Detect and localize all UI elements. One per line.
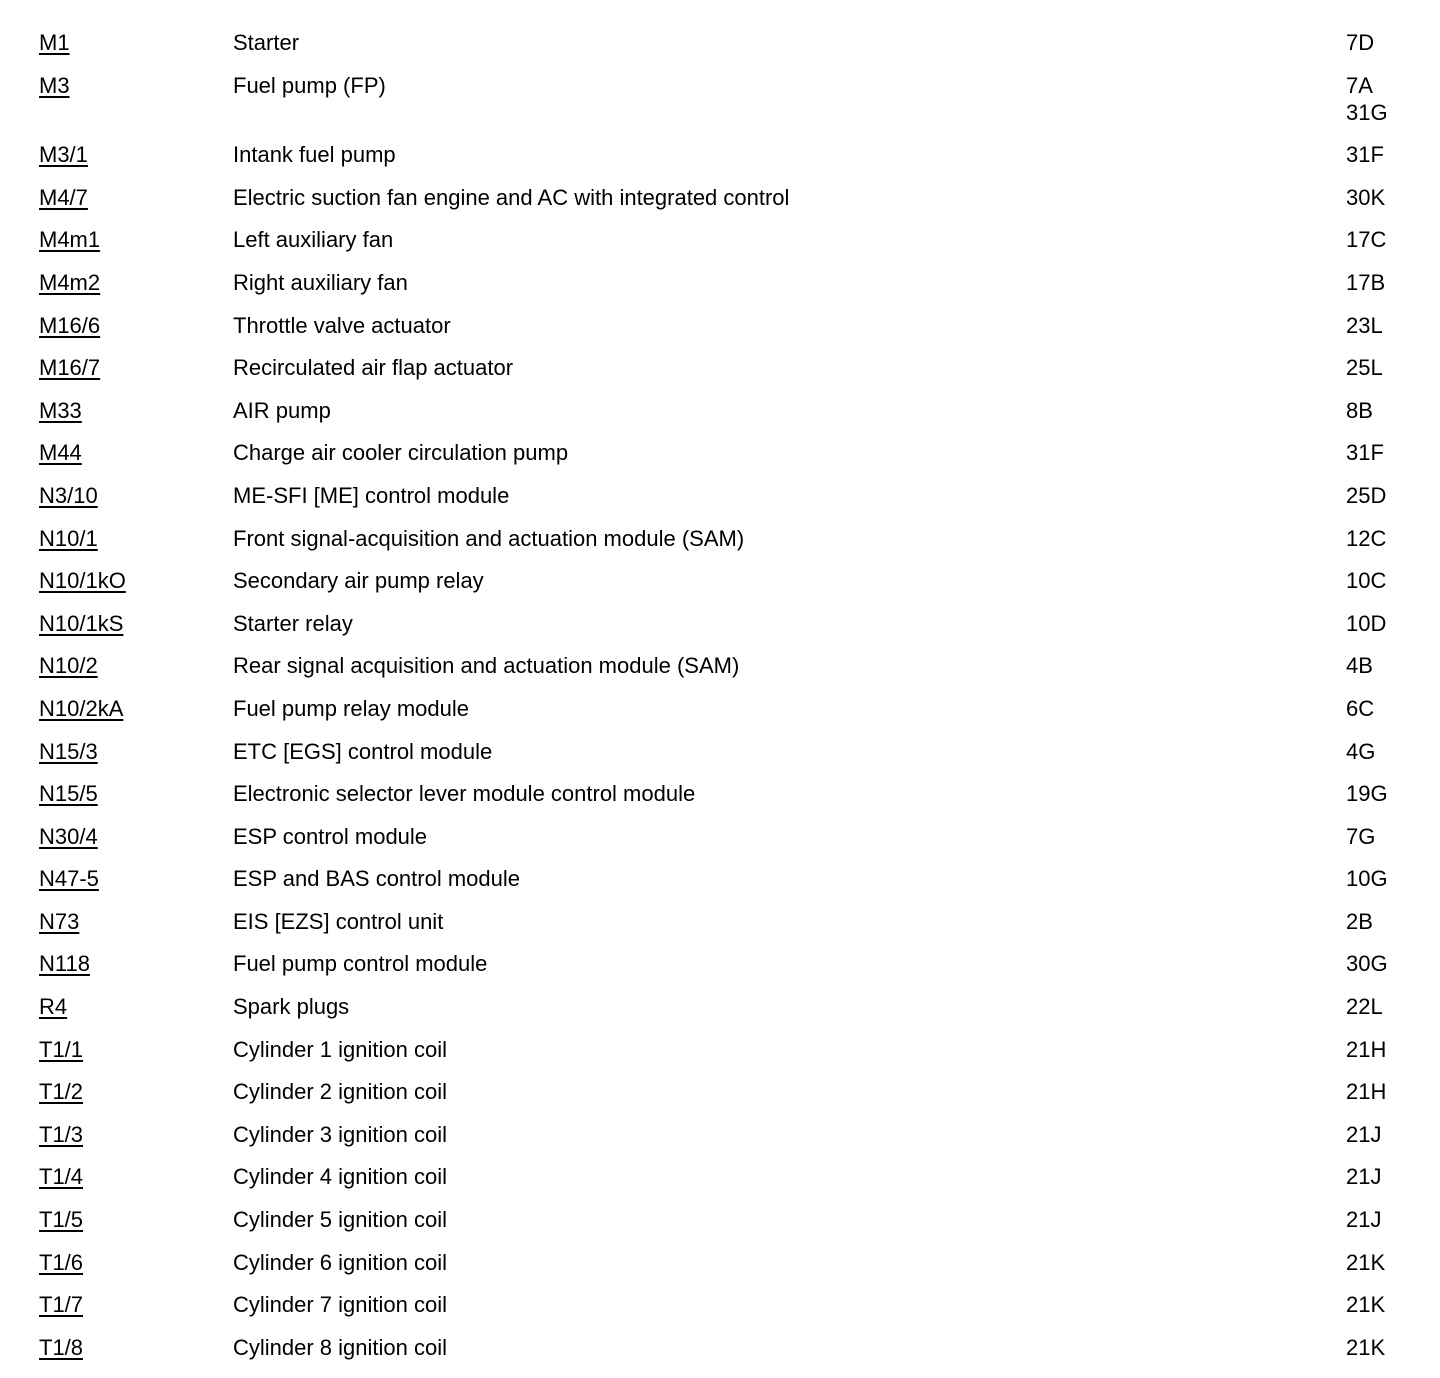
grid-location: 21K bbox=[1346, 1249, 1386, 1275]
grid-location: 31F bbox=[1346, 440, 1384, 466]
grid-location: 8B bbox=[1346, 397, 1373, 423]
component-code-link[interactable]: T1/6 bbox=[39, 1249, 84, 1275]
component-description: Charge air cooler circulation pump bbox=[233, 440, 569, 466]
legend-row bbox=[39, 1036, 1440, 1079]
component-code-link[interactable]: N10/1 bbox=[39, 525, 98, 551]
legend-row bbox=[39, 1334, 1440, 1377]
grid-location-cell bbox=[1346, 1036, 1426, 1063]
grid-location: 12C bbox=[1346, 525, 1387, 551]
grid-location: 22L bbox=[1346, 994, 1383, 1020]
grid-location-cell bbox=[1346, 652, 1426, 679]
grid-location: 21K bbox=[1346, 1292, 1386, 1318]
component-code-link[interactable]: T1/1 bbox=[39, 1036, 84, 1062]
grid-location-cell bbox=[1346, 184, 1426, 211]
legend-row bbox=[39, 72, 1440, 142]
legend-row bbox=[39, 610, 1440, 653]
component-description: Cylinder 6 ignition coil bbox=[233, 1249, 447, 1275]
component-code-link[interactable]: N47-5 bbox=[39, 866, 99, 892]
legend-row bbox=[39, 184, 1440, 227]
grid-location: 31G bbox=[1346, 99, 1388, 125]
component-description: Front signal-acquisition and actuation module (SAM) bbox=[233, 525, 745, 551]
legend-row bbox=[39, 738, 1440, 781]
grid-location: 17B bbox=[1346, 269, 1386, 295]
component-description: Fuel pump control module bbox=[233, 951, 488, 977]
component-code-link[interactable]: M44 bbox=[39, 440, 82, 466]
grid-location-cell bbox=[1346, 738, 1426, 765]
legend-row bbox=[39, 397, 1440, 440]
grid-location: 10G bbox=[1346, 866, 1388, 892]
legend-row bbox=[39, 29, 1440, 72]
grid-location-cell bbox=[1346, 695, 1426, 722]
legend-row bbox=[39, 269, 1440, 312]
grid-location: 4G bbox=[1346, 738, 1376, 764]
grid-location-cell bbox=[1346, 482, 1426, 509]
legend-row bbox=[39, 1249, 1440, 1292]
legend-row bbox=[39, 780, 1440, 823]
component-code-link[interactable]: N10/1kS bbox=[39, 610, 124, 636]
grid-location-cell bbox=[1346, 72, 1426, 126]
legend-row bbox=[39, 652, 1440, 695]
component-description: ESP control module bbox=[233, 823, 428, 849]
grid-location: 25D bbox=[1346, 482, 1387, 508]
component-code-link[interactable]: T1/4 bbox=[39, 1164, 84, 1190]
component-code-link[interactable]: N3/10 bbox=[39, 482, 98, 508]
component-code-link[interactable]: M33 bbox=[39, 397, 82, 423]
component-description: Cylinder 2 ignition coil bbox=[233, 1079, 447, 1105]
component-code-link[interactable]: M3/1 bbox=[39, 142, 88, 168]
grid-location-cell bbox=[1346, 397, 1426, 424]
grid-location-cell bbox=[1346, 1334, 1426, 1361]
legend-row bbox=[39, 865, 1440, 908]
component-code-link[interactable]: T1/7 bbox=[39, 1292, 84, 1318]
component-code-link[interactable]: N118 bbox=[39, 951, 90, 977]
component-description: Starter bbox=[233, 30, 300, 55]
component-code-link[interactable]: M4m1 bbox=[39, 227, 101, 253]
grid-location: 31F bbox=[1346, 142, 1384, 168]
component-description: Left auxiliary fan bbox=[233, 227, 394, 253]
component-description: Fuel pump relay module bbox=[233, 695, 470, 721]
component-description: Starter relay bbox=[233, 610, 353, 636]
grid-location: 10D bbox=[1346, 610, 1387, 636]
grid-location-cell bbox=[1346, 780, 1426, 807]
grid-location: 21J bbox=[1346, 1121, 1382, 1147]
grid-location-cell bbox=[1346, 269, 1426, 296]
grid-location-cell bbox=[1346, 823, 1426, 850]
grid-location-cell bbox=[1346, 312, 1426, 339]
grid-location: 7D bbox=[1346, 30, 1375, 55]
component-code-link[interactable]: M16/6 bbox=[39, 312, 101, 338]
component-description: Cylinder 8 ignition coil bbox=[233, 1334, 447, 1360]
legend-row bbox=[39, 525, 1440, 568]
grid-location: 21J bbox=[1346, 1207, 1382, 1233]
component-code-link[interactable]: M4m2 bbox=[39, 269, 101, 295]
grid-location-cell bbox=[1346, 1291, 1426, 1318]
legend-row bbox=[39, 993, 1440, 1036]
grid-location: 6C bbox=[1346, 695, 1375, 721]
component-description: Rear signal acquisition and actuation module (SAM) bbox=[233, 653, 740, 679]
legend-row bbox=[39, 1078, 1440, 1121]
component-description: Cylinder 7 ignition coil bbox=[233, 1292, 447, 1318]
grid-location: 21H bbox=[1346, 1036, 1387, 1062]
grid-location: 25L bbox=[1346, 355, 1383, 381]
grid-location-cell bbox=[1346, 1121, 1426, 1148]
grid-location: 30G bbox=[1346, 951, 1388, 977]
component-description: EIS [EZS] control unit bbox=[233, 908, 444, 934]
component-code-link[interactable]: N15/3 bbox=[39, 738, 98, 764]
grid-location: 17C bbox=[1346, 227, 1387, 253]
grid-location: 19G bbox=[1346, 781, 1388, 807]
component-code-link[interactable]: T1/8 bbox=[39, 1334, 84, 1360]
component-description: Electronic selector lever module control module bbox=[233, 781, 696, 807]
component-code-link[interactable]: M3 bbox=[39, 72, 70, 98]
grid-location-cell bbox=[1346, 1163, 1426, 1190]
legend-row bbox=[39, 567, 1440, 610]
component-code-link[interactable]: N30/4 bbox=[39, 823, 98, 849]
legend-row bbox=[39, 908, 1440, 951]
component-code-link[interactable]: N15/5 bbox=[39, 781, 98, 807]
component-description: Fuel pump (FP) bbox=[233, 72, 386, 98]
grid-location-cell bbox=[1346, 950, 1426, 977]
grid-location: 30K bbox=[1346, 184, 1386, 210]
grid-location-cell bbox=[1346, 226, 1426, 253]
legend-row bbox=[39, 354, 1440, 397]
component-description: Right auxiliary fan bbox=[233, 269, 408, 295]
grid-location: 21K bbox=[1346, 1334, 1386, 1360]
grid-location-cell bbox=[1346, 29, 1426, 56]
component-description: Recirculated air flap actuator bbox=[233, 355, 514, 381]
grid-location-cell bbox=[1346, 865, 1426, 892]
component-description: Throttle valve actuator bbox=[233, 312, 451, 338]
grid-location-cell bbox=[1346, 1249, 1426, 1276]
grid-location: 7A bbox=[1346, 72, 1373, 98]
grid-location-cell bbox=[1346, 1206, 1426, 1233]
grid-location-cell bbox=[1346, 908, 1426, 935]
component-description: Spark plugs bbox=[233, 994, 350, 1020]
component-description: AIR pump bbox=[233, 397, 331, 423]
legend-row bbox=[39, 1206, 1440, 1249]
component-description: Cylinder 4 ignition coil bbox=[233, 1164, 447, 1190]
component-code-link[interactable]: N10/2 bbox=[39, 653, 98, 679]
component-description: ETC [EGS] control module bbox=[233, 738, 493, 764]
legend-row bbox=[39, 695, 1440, 738]
component-code-link[interactable]: R4 bbox=[39, 994, 68, 1020]
grid-location-cell bbox=[1346, 354, 1426, 381]
grid-location: 4B bbox=[1346, 653, 1373, 679]
grid-location-cell bbox=[1346, 610, 1426, 637]
component-code-link[interactable]: T1/2 bbox=[39, 1079, 84, 1105]
component-code-link[interactable]: T1/5 bbox=[39, 1207, 84, 1233]
component-code-link[interactable]: N73 bbox=[39, 908, 80, 934]
grid-location-cell bbox=[1346, 525, 1426, 552]
legend-row bbox=[39, 1291, 1440, 1334]
grid-location-cell bbox=[1346, 993, 1426, 1020]
component-code-link[interactable]: M16/7 bbox=[39, 355, 101, 381]
grid-location: 2B bbox=[1346, 908, 1373, 934]
component-description: Secondary air pump relay bbox=[233, 568, 484, 594]
legend-row bbox=[39, 1121, 1440, 1164]
legend-row bbox=[39, 141, 1440, 184]
legend-row bbox=[39, 482, 1440, 525]
grid-location-cell bbox=[1346, 439, 1426, 466]
component-description: Cylinder 5 ignition coil bbox=[233, 1207, 447, 1233]
component-description: ESP and BAS control module bbox=[233, 866, 520, 892]
component-code-link[interactable]: M4/7 bbox=[39, 184, 88, 210]
component-code-link[interactable]: T1/3 bbox=[39, 1121, 84, 1147]
component-description: Electric suction fan engine and AC with integrated control bbox=[233, 184, 790, 210]
component-description: ME-SFI [ME] control module bbox=[233, 482, 510, 508]
legend-row bbox=[39, 950, 1440, 993]
legend-row bbox=[39, 226, 1440, 269]
component-code-link[interactable]: N10/2kA bbox=[39, 695, 124, 721]
component-code-link[interactable]: M1 bbox=[39, 30, 70, 55]
grid-location: 21H bbox=[1346, 1079, 1387, 1105]
legend-row bbox=[39, 312, 1440, 355]
grid-location: 7G bbox=[1346, 823, 1376, 849]
component-description: Cylinder 3 ignition coil bbox=[233, 1121, 447, 1147]
legend-row bbox=[39, 823, 1440, 866]
component-code-link[interactable]: N10/1kO bbox=[39, 568, 126, 594]
legend-row bbox=[39, 439, 1440, 482]
grid-location: 21J bbox=[1346, 1164, 1382, 1190]
component-description: Intank fuel pump bbox=[233, 142, 396, 168]
grid-location-cell bbox=[1346, 141, 1426, 168]
grid-location-cell bbox=[1346, 1078, 1426, 1105]
grid-location: 23L bbox=[1346, 312, 1383, 338]
grid-location-cell bbox=[1346, 567, 1426, 594]
grid-location: 10C bbox=[1346, 568, 1387, 594]
legend-row bbox=[39, 1163, 1440, 1206]
component-description: Cylinder 1 ignition coil bbox=[233, 1036, 447, 1062]
